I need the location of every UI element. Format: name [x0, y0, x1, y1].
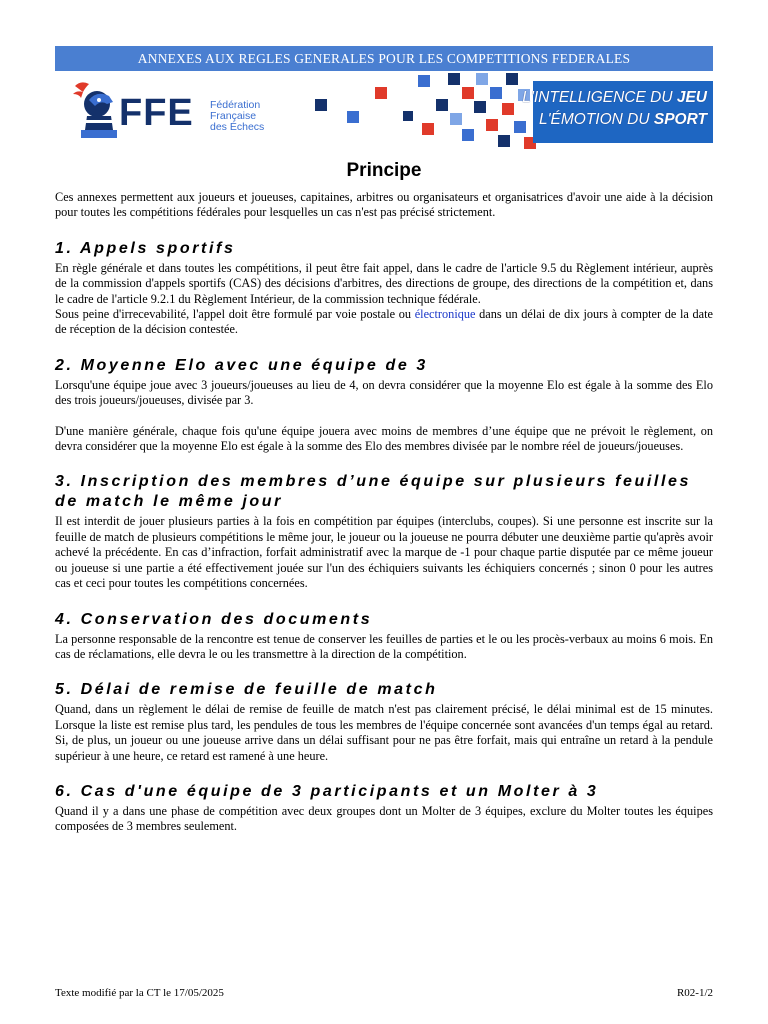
logo-full-name: [210, 100, 300, 133]
section-heading: 2. Moyenne Elo avec une équipe de 3: [55, 356, 428, 374]
page-title: Principe: [346, 160, 422, 181]
page-header: [55, 73, 713, 151]
section-paragraph: Il est interdit de jouer plusieurs parties à la fois en compétition par équipes (interclubs, coupes). Si une personne est inscrite sur la feuille de match de plusieurs compétitions le même jour, le joueur ou la joueuse ne pourra débuter une deuxième partie qu'après avoir achevé la précédente. En cas d’infraction, forfait administratif avec la marque de -1 pour chaque partie disputée par ce même joueur ou joueuse si une partie a été effectivement jouée sur l'un des échiquiers suivants les échiquiers concernés ; sinon 0 pour les autres cas et ceci pour toutes les compétitions concernées.: [55, 514, 713, 591]
logo-acronym: FFE: [119, 92, 194, 134]
section-paragraph: Lorsqu'une équipe joue avec 3 joueurs/joueuses au lieu de 4, on devra considérer que la moyenne Elo est égale à la somme des Elo des trois joueurs/joueuses, divisée par 3.: [55, 377, 713, 408]
ffe-logo: [67, 78, 287, 144]
slogan: [517, 87, 707, 131]
logo-line-2: Française: [210, 110, 257, 122]
section-heading: 5. Délai de remise de feuille de match: [55, 681, 438, 699]
section-paragraph: En règle générale et dans toutes les compétitions, il peut être fait appel, dans le cadre de l'article 9.5 du Règlement intérieur, auprès de la commission d'appels sportifs (CAS) des décisions d'arbitres, des directions de groupe, des directions de la compétition et, dans le cadre de l'article 9.2.1 du Règlement Intérieur, de la commission technique fédérale.: [55, 260, 713, 306]
section-paragraph: D'une manière générale, chaque fois qu'une équipe jouera avec moins de membres d’une équipe que ne prévoit le règlement, on devra considérer que la moyenne Elo est égale à la somme des Elo des membres divisée par le nombre réel de joueurs/joueuses.: [55, 423, 713, 454]
logo-line-3: des Échecs: [210, 121, 265, 133]
slogan-line-1: L'INTELLIGENCE DU JEU: [522, 89, 707, 106]
section-equipe-molter: [55, 782, 713, 835]
section-paragraph: Sous peine d'irrecevabilité, l'appel doit être formulé par voie postale ou électronique dans un délai de dix jours à compter de la date de réception de la décision contestée.: [55, 307, 713, 337]
logo-line-1: Fédération: [210, 99, 261, 111]
section-appels-sportifs: [55, 239, 713, 338]
section-heading: 4. Conservation des documents: [55, 610, 373, 628]
section-heading: 1. Appels sportifs: [55, 239, 236, 257]
intro-paragraph: Ces annexes permettent aux joueurs et joueuses, capitaines, arbitres ou organisateurs et organisatrices d'avoir une aide à la décision pour toutes les compétitions fédérales pour lesquelles un cas n'est pas précisé strictement.: [55, 190, 713, 220]
rooster-chess-knight-icon: [67, 78, 123, 144]
footer-page-reference: R02-1/2: [676, 987, 713, 999]
section-paragraph: La personne responsable de la rencontre est tenue de conserver les feuilles de parties et le ou les procès-verbaux au moins 6 mois. En cas de réclamations, elle devra le ou les transmettre à la direction de la compétition.: [55, 631, 713, 661]
section-inscription-membres: [55, 472, 713, 591]
slogan-line-2: L'ÉMOTION DU SPORT: [538, 111, 707, 128]
document-body: [55, 158, 713, 835]
electronique-link[interactable]: électronique: [414, 307, 476, 322]
document-banner: ANNEXES AUX REGLES GENERALES POUR LES COMPETITIONS FEDERALES: [55, 46, 713, 71]
section-heading: 3. Inscription des membres d’une équipe sur plusieurs feuilles de match le même jour: [55, 473, 691, 511]
section-paragraph: Quand il y a dans une phase de compétition avec deux groupes dont un Molter de 3 équipes, exclure du Molter toutes les équipes composées de 3 membres seulement.: [55, 803, 713, 834]
section-moyenne-elo: [55, 356, 713, 455]
section-paragraph: Quand, dans un règlement le délai de remise de feuille de match n'est pas clairement précisé, le délai minimal est de 15 minutes. Lorsque la liste est remise plus tard, les pendules de tous les membres de l'équipe concernée sont avancées d'un temps égal au retard. Si, de plus, un joueur ou une joueuse arrive dans un délai suffisant pour ne pas être forfait, mais qui entraîne un retard à la pendule supérieur à une heure, ce retard est ramené à une heure.: [55, 702, 713, 763]
footer-modification-note: Texte modifié par la CT le 17/05/2025: [55, 987, 224, 999]
section-heading: 6. Cas d'une équipe de 3 participants et un Molter à 3: [55, 782, 599, 800]
section-delai-remise: [55, 680, 713, 764]
section-conservation-documents: [55, 610, 713, 663]
